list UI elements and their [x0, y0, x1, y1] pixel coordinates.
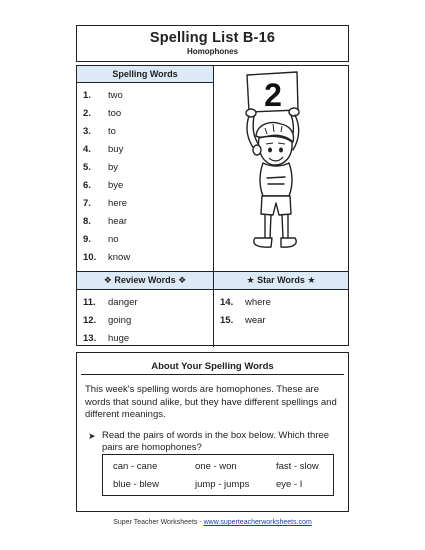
- word-text: wear: [245, 315, 266, 326]
- spelling-words-column: [77, 66, 214, 271]
- sign-number: 2: [264, 77, 282, 113]
- word-text: going: [108, 315, 132, 326]
- word-pair: blue - blew: [113, 479, 159, 490]
- word-number: 8.: [83, 216, 91, 227]
- word-number: 4.: [83, 144, 91, 155]
- instruction-text: Read the pairs of words in the box below. Which three pairs are homophones?: [102, 429, 330, 453]
- word-text: too: [108, 108, 122, 119]
- word-number: 5.: [83, 162, 91, 173]
- footer-text: Super Teacher Worksheets -: [113, 519, 204, 526]
- word-pairs-box: [102, 454, 334, 496]
- word-text: by: [108, 162, 119, 173]
- about-words-box: [76, 352, 349, 512]
- review-words-column: [77, 272, 214, 347]
- page-title: Spelling List B-16: [149, 30, 276, 46]
- word-lists-box: [76, 65, 349, 346]
- word-number: 12.: [83, 315, 97, 326]
- word-pair: can - cane: [113, 461, 158, 472]
- word-number: 11.: [83, 297, 96, 308]
- footer-link[interactable]: www.superteacherworksheets.com: [203, 519, 312, 526]
- word-text: bye: [108, 180, 124, 191]
- star-words-column: [214, 272, 348, 347]
- word-text: no: [108, 234, 119, 245]
- word-text: know: [108, 252, 131, 263]
- title-box: [76, 25, 349, 62]
- word-number: 10.: [83, 252, 97, 263]
- word-number: 13.: [83, 333, 97, 344]
- boy-illustration: [215, 66, 349, 271]
- word-pair: fast - slow: [276, 461, 319, 472]
- word-number: 7.: [83, 198, 91, 209]
- word-text: danger: [108, 297, 138, 308]
- page-subtitle: Homophones: [186, 47, 239, 56]
- word-number: 15.: [220, 315, 234, 326]
- review-words-heading: ❖ Review Words ❖: [77, 272, 213, 290]
- footer: [0, 519, 425, 526]
- word-text: hear: [108, 216, 128, 227]
- about-paragraph: This week's spelling words are homophones. These are words that sound alike, but they have different spellings and different meanings.: [85, 384, 337, 420]
- word-number: 1.: [83, 90, 91, 101]
- word-number: 14.: [220, 297, 234, 308]
- spelling-words-heading: Spelling Words: [77, 66, 213, 83]
- word-text: huge: [108, 333, 130, 344]
- word-number: 3.: [83, 126, 91, 137]
- word-pair: jump - jumps: [195, 479, 250, 490]
- instruction: [77, 422, 348, 455]
- star-words-heading: ★ Star Words ★: [214, 272, 348, 290]
- word-pair: eye - I: [276, 479, 303, 490]
- word-text: buy: [108, 144, 124, 155]
- arrow-bullet-icon: ➤: [88, 430, 96, 441]
- word-number: 2.: [83, 108, 91, 119]
- about-title: About Your Spelling Words: [81, 353, 344, 375]
- word-text: where: [245, 297, 271, 308]
- word-text: two: [108, 90, 123, 101]
- word-number: 6.: [83, 180, 91, 191]
- word-text: here: [108, 198, 128, 209]
- word-text: to: [108, 126, 116, 137]
- word-pair: one - won: [195, 461, 237, 472]
- word-number: 9.: [83, 234, 91, 245]
- boy-holding-sign-illustration: [215, 66, 349, 271]
- extra-words-row: [77, 271, 348, 346]
